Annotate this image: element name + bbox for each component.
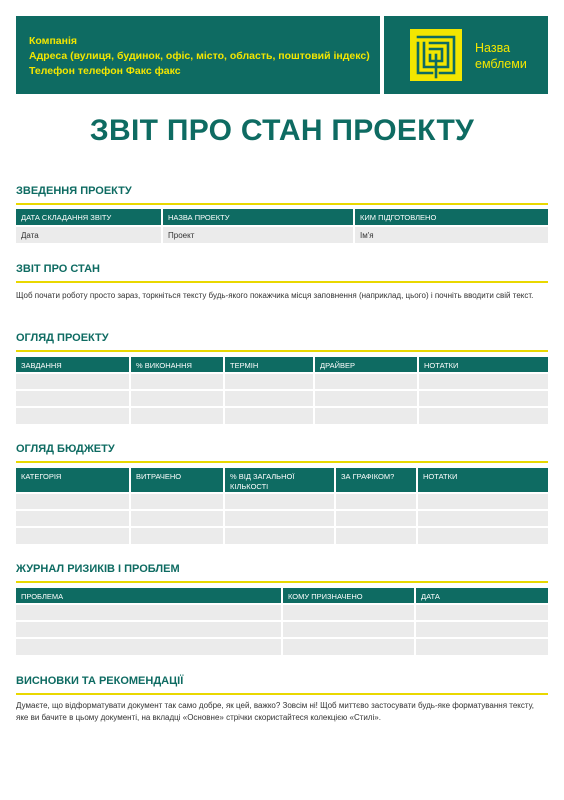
company-address[interactable]: Адреса (вулиця, будинок, офіс, місто, область, поштовий індекс) — [29, 50, 370, 62]
section-risk-log — [16, 562, 548, 583]
section-status-report — [16, 262, 548, 283]
section-heading: ЗВІТ ПРО СТАН — [16, 263, 100, 275]
table-cell[interactable] — [314, 407, 418, 424]
table-cell[interactable] — [335, 510, 417, 527]
table-cell[interactable] — [16, 604, 282, 621]
table-cell[interactable] — [224, 373, 314, 390]
table-cell[interactable] — [130, 390, 224, 407]
table-row — [16, 527, 548, 544]
company-name[interactable]: Компанія — [29, 35, 78, 47]
table-cell[interactable] — [418, 407, 548, 424]
table-cell[interactable] — [16, 638, 282, 655]
table-cell[interactable] — [16, 493, 130, 510]
column-header: ДАТА СКЛАДАННЯ ЗВІТУ — [16, 209, 162, 226]
section-heading: ОГЛЯД БЮДЖЕТУ — [16, 443, 115, 455]
risk-table — [16, 588, 548, 655]
section-divider — [16, 203, 548, 205]
table-row — [16, 493, 548, 510]
table-cell[interactable] — [224, 407, 314, 424]
table-cell[interactable] — [130, 510, 224, 527]
column-header: ДРАЙВЕР — [314, 357, 418, 373]
table-row — [16, 390, 548, 407]
section-divider — [16, 581, 548, 583]
section-heading: ЖУРНАЛ РИЗИКІВ І ПРОБЛЕМ — [16, 563, 180, 575]
table-cell[interactable] — [224, 390, 314, 407]
section-divider — [16, 693, 548, 695]
prepared-by-field[interactable]: Ім'я — [354, 226, 548, 243]
company-phone-fax[interactable]: Телефон телефон Факс факс — [29, 65, 181, 77]
section-heading: ОГЛЯД ПРОЕКТУ — [16, 332, 109, 344]
column-header: КИМ ПІДГОТОВЛЕНО — [354, 209, 548, 226]
table-cell[interactable] — [130, 493, 224, 510]
column-header: % ВІД ЗАГАЛЬНОЇ КІЛЬКОСТІ — [224, 468, 335, 493]
conclusions-text[interactable]: Думаєте, що відформатувати документ так само добре, як цей, важко? Зовсім ні! Щоб миттєво застосувати будь-яке форматування тексту, яке ви бачите в цьому документі, на вкладці «Основне» стрічки скористайтеся колекцією «Стилі». — [16, 701, 535, 722]
section-divider — [16, 281, 548, 283]
maze-logo-icon[interactable] — [410, 29, 462, 81]
column-header: ТЕРМІН — [224, 357, 314, 373]
table-cell[interactable] — [417, 510, 548, 527]
table-row — [16, 226, 548, 243]
table-cell[interactable] — [16, 373, 130, 390]
column-header: ПРОБЛЕМА — [16, 588, 282, 604]
section-divider — [16, 350, 548, 352]
table-cell[interactable] — [282, 638, 415, 655]
table-cell[interactable] — [224, 510, 335, 527]
column-header: НОТАТКИ — [417, 468, 548, 493]
table-cell[interactable] — [417, 527, 548, 544]
table-cell[interactable] — [415, 604, 548, 621]
table-cell[interactable] — [335, 527, 417, 544]
column-header: ЗАВДАННЯ — [16, 357, 130, 373]
table-row — [16, 373, 548, 390]
table-cell[interactable] — [130, 407, 224, 424]
overview-table — [16, 357, 548, 424]
table-row — [16, 638, 548, 655]
section-budget-overview — [16, 442, 548, 463]
column-header: НАЗВА ПРОЕКТУ — [162, 209, 354, 226]
table-row — [16, 510, 548, 527]
project-name-field[interactable]: Проект — [162, 226, 354, 243]
letterhead — [16, 16, 548, 94]
table-cell[interactable] — [16, 621, 282, 638]
section-divider — [16, 461, 548, 463]
section-project-overview — [16, 331, 548, 352]
section-heading: ЗВЕДЕННЯ ПРОЕКТУ — [16, 185, 132, 197]
table-row — [16, 621, 548, 638]
table-cell[interactable] — [16, 527, 130, 544]
status-text[interactable]: Щоб почати роботу просто зараз, торкніться тексту будь-якого покажчика місця заповнення (наприклад, цього) і почніть вводити свій текст. — [16, 291, 534, 300]
table-cell[interactable] — [282, 604, 415, 621]
column-header: % ВИКОНАННЯ — [130, 357, 224, 373]
column-header: НОТАТКИ — [418, 357, 548, 373]
column-header: ВИТРАЧЕНО — [130, 468, 224, 493]
logo-name[interactable]: Назва емблеми — [475, 41, 527, 71]
section-project-summary — [16, 184, 548, 205]
column-header: ЗА ГРАФІКОМ? — [335, 468, 417, 493]
table-cell[interactable] — [314, 390, 418, 407]
table-cell[interactable] — [418, 390, 548, 407]
table-cell[interactable] — [418, 373, 548, 390]
summary-table — [16, 209, 548, 243]
table-cell[interactable] — [130, 527, 224, 544]
table-cell[interactable] — [224, 527, 335, 544]
column-header: ДАТА — [415, 588, 548, 604]
budget-table — [16, 468, 548, 544]
section-conclusions — [16, 674, 548, 695]
table-cell[interactable] — [224, 493, 335, 510]
table-row — [16, 407, 548, 424]
table-cell[interactable] — [282, 621, 415, 638]
table-cell[interactable] — [417, 493, 548, 510]
company-block — [16, 16, 380, 94]
table-cell[interactable] — [415, 638, 548, 655]
section-heading: ВИСНОВКИ ТА РЕКОМЕНДАЦІЇ — [16, 675, 184, 687]
column-header: КОМУ ПРИЗНАЧЕНО — [282, 588, 415, 604]
table-cell[interactable] — [16, 510, 130, 527]
table-cell[interactable] — [130, 373, 224, 390]
table-cell[interactable] — [415, 621, 548, 638]
report-date-field[interactable]: Дата — [16, 226, 162, 243]
table-cell[interactable] — [335, 493, 417, 510]
table-cell[interactable] — [16, 390, 130, 407]
report-title[interactable]: ЗВІТ ПРО СТАН ПРОЕКТУ — [89, 114, 475, 147]
table-cell[interactable] — [314, 373, 418, 390]
table-cell[interactable] — [16, 407, 130, 424]
column-header: КАТЕГОРІЯ — [16, 468, 130, 493]
logo-block — [384, 16, 548, 94]
table-row — [16, 604, 548, 621]
